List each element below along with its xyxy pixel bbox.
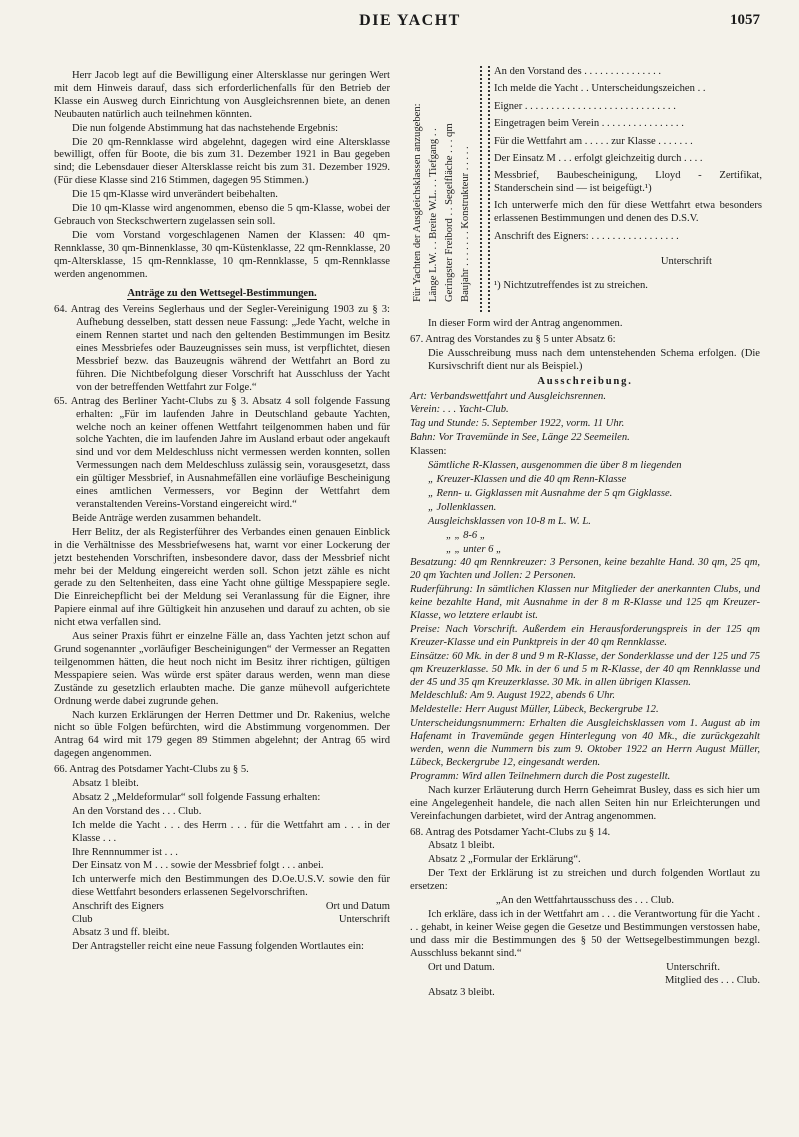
form-signature: Unterschrift [660,255,712,267]
paragraph: Absatz 2 „Formular der Erklärung“. [428,854,581,866]
motion-65: 65. Antrag des Berliner Yacht-Clubs zu § 3. Absatz 4 soll folgende Fassung erhalten: „Für im laufenden Jahre in Deutschland gebaute Yachten, welche noch an keiner offenen Wettfahrt teilgenommen haben und für solche Yachten, die im laufenden Jahre im Ausland erbaut oder angekauft sind und vor dem Meldeschluss nicht vermessen werden konnten, sollen Vermessungen nach dem Meldeschluss zulässig sein, vorausgesetzt, dass ein gültiger Messbrief, in Ausnahmefällen eine vorläufige Bescheinigung eines amtlichen Vermessers, vor Beginn der Wettfahrt dem veranstaltenden Vereins-Vorstand eingereicht wird.“ [54,395,390,510]
page-header [60,12,760,38]
announcement-field: Meldeschluß: Am 9. August 1922, abends 6 Uhr. [410,690,615,702]
form-line: Ich unterwerfe mich den für diese Wettfahrt etwa besonders erlassenen Bestimmungen und denen des D.S.V. [494,200,762,225]
announcement-field: Meldestelle: Herr August Müller, Lübeck, Beckergrube 12. [410,704,659,716]
class-entry: Ausgleichsklassen von 10-8 m L. W. L. [428,515,591,527]
announcement-field: Bahn: Vor Travemünde in See, Länge 22 Seemeilen. [410,432,630,444]
vertical-label-4: Baujahr . . . . . . . Konstrukteur . . . . . [460,146,471,302]
paragraph: Absatz 2 „Meldeformular“ soll folgende Fassung erhalten: [72,791,321,803]
paragraph: Der Text der Erklärung ist zu streichen und durch folgenden Wortlaut zu ersetzen: [410,868,760,893]
signature-label: Unterschrift. [666,961,720,973]
class-entry: „ Kreuzer-Klassen und die 40 qm Renn-Klasse [428,473,627,485]
form-line: Ich melde die Yacht . . Unterscheidungszeichen . . [494,83,706,95]
signature-label: Mitglied des . . . Club. [664,974,760,986]
form-text: Ihre Rennnummer ist . . . [72,846,178,858]
paragraph: Die vom Vorstand vorgeschlagenen Namen der Klassen: 40 qm-Rennklasse, 30 qm-Binnenklasse, 30 qm-Küstenklasse, 22 qm-Rennklasse, 20 qm-Altersklasse, 15 qm-Rennklasse, 10 qm-Rennklasse, 5 qm-Rennklasse werden angenommen. [54,229,390,280]
class-entry: „ „ 8-6 „ [446,529,486,541]
form-line: Eingetragen beim Verein . . . . . . . . . . . . . . . . [494,118,684,130]
form-text: An den Vorstand des . . . Club. [72,805,202,817]
signature-label: Ort und Datum [325,901,390,913]
signature-label: Ort und Datum. [428,961,495,973]
paragraph: In dieser Form wird der Antrag angenommen. [428,318,623,329]
paragraph: Absatz 3 und ff. bleibt. [72,927,170,938]
paragraph: Die 20 qm-Rennklasse wird abgelehnt, dagegen wird eine Altersklasse bewilligt, offen für Boote, die bis zum 31. Dezember 1921 in Bau gegeben sind; die Lebensdauer dieser Altersklasse reicht bis zum 31. Dezember 1929. (Für diese Klasse sind 216 Stimmen, dagegen 95 Stimmen.) [54,136,390,187]
paragraph: Herr Belitz, der als Registerführer des Verbandes einen genauen Einblick in die Verhältnisse des Messbriefwesens hat, warnt vor einer Lockerung der jetzt bestehenden Vorschriften, insbesondere davor, dass der Messbrief nicht mehr bei der Meldung eingereicht werden soll. Schon jetzt zähle es nicht gerade zu den Seltenheiten, dass eine Yacht ohne gültige Messpapiere segle. Die Einreichepflicht bei der Meldung sei Veranlassung für die Eigner, ihre Papiere einmal auf ihre Gültigkeit hin anzusehen und darauf zu achten, ob sie nicht etwa verfallen sind. [54,526,390,629]
vertical-label-2: Länge L.W. . . Breite W.L. . . Tiefgang . . [428,128,439,302]
vertical-label-1: Für Yachten der Ausgleichsklassen anzugeben: [412,103,423,302]
announcement-field: Verein: . . . Yacht-Club. [410,404,509,416]
paragraph: Die nun folgende Abstimmung hat das nachstehende Ergebnis: [72,122,339,134]
paragraph: Absatz 3 bleibt. [428,987,495,999]
class-entry: „ „ unter 6 „ [446,543,502,555]
signature-label: Unterschrift [338,914,390,926]
journal-title: DIE YACHT [359,12,461,29]
announcement-field: Preise: Nach Vorschrift. Außerdem ein Herausforderungspreis in der 125 qm Kreuzer-Klasse und ein Punktpreis in der 40 qm Rennklasse. [410,623,760,648]
paragraph: Aus seiner Praxis führt er einzelne Fälle an, dass Yachten jetzt schon auf Grund sogenannter „vorläufiger Bescheinigungen“ der Vermesser an Regatten teilgenommen hätten, die heut noch nicht im Besitz ihrer richtigen, gültigen Messpapiere seien. Was würde erst später daraus werden, wenn man diese Zustände zu gesetzlich erlaubten mache. Die ganze mühevoll aufgerichtete Ordnung werde dabei zugrunde gehen. [54,631,390,707]
page-number: 1057 [730,12,760,28]
motion-67: 67. Antrag des Vorstandes zu § 5 unter Absatz 6: [410,333,616,345]
paragraph: Die 10 qm-Klasse wird angenommen, ebenso die 5 qm-Klasse, wobei der Gebrauch von Steckschwertern zugelassen sein soll. [54,203,390,227]
form-text: Ich melde die Yacht . . . des Herrn . . . für die Wettfahrt am . . . in der Klasse . . . [72,819,390,844]
form-line: Messbrief, Baubescheinigung, Lloyd - Zertifikat, Standerschein sind — ist beigefügt.¹) [494,170,762,195]
paragraph: Absatz 1 bleibt. [72,778,139,790]
motion-68: 68. Antrag des Potsdamer Yacht-Clubs zu § 14. [410,826,611,838]
motion-64: 64. Antrag des Vereins Seglerhaus und der Segler-Vereinigung 1903 zu § 3: Aufhebung desselben, statt dessen neue Fassung: „Jede Yacht, welche in einem Rennen startet und nach den geltenden Bestimmungen im Besitz eines Messbriefes oder Bauzeugnisses sein muss, ist verpflichtet, diesen Messbrief bezw. das Bauzeugnis während der Wettfahrt an Bord zu führen. Die Nichtbefolgung dieser Vorschrift hat Ausschluss der Yacht von der betreffenden Wettfahrt zur Folge.“ [54,304,390,393]
form-text: Ich erkläre, dass ich in der Wettfahrt am . . . die Verantwortung für die Yacht . . . gehabt, in keiner Weise gegen die Gesetze und Bestimmungen verstossen habe, und dass mir die Bestimmungen des § 50 der Wettsegelbestimmungen bezgl. Ausschluss bekannt sind.“ [410,908,760,959]
signature-row [54,914,390,927]
left-column [54,70,390,955]
paragraph: Nach kurzen Erklärungen der Herren Dettmer und Dr. Rakenius, welche nicht so üble Folgen befürchten, wird die Abstimmung vorgenommen. Der Antrag 64 wird mit 179 gegen 89 Stimmen abgelehnt; der Antrag 65 wird dagegen angenommen. [54,709,390,760]
paragraph: Herr Jacob legt auf die Bewilligung einer Altersklasse nur geringen Wert mit dem Hinweis darauf, dass sich erforderlichenfalls für den Betrieb der Klasse ein Ausweg durch Einrichtung von Ausgleichsrennen biete, an denen Neubauten natürlich auch teilnehmen könnten. [54,70,390,120]
signature-row [410,975,760,988]
section-heading: Ausschreibung. [537,375,633,387]
paragraph: Die 15 qm-Klasse wird unverändert beibehalten. [72,189,278,201]
announcement-field: Tag und Stunde: 5. September 1922, vorm. 11 Uhr. [410,418,625,430]
right-column [410,318,760,1001]
signature-label: Anschrift des Eigners [72,901,164,913]
form-line: An den Vorstand des . . . . . . . . . . . . . . . [494,66,662,77]
form-lines [494,64,762,296]
form-footnote: ¹) Nichtzutreffendes ist zu streichen. [494,280,648,292]
announcement-field: Einsätze: 60 Mk. in der 8 und 9 m R-Klasse, der Sonderklasse und der 125 und 75 qm Kreuzerklasse. 50 Mk. in der 6 und 5 m R-Klasse, der 40 qm Rennklasse und der 45 und 35 qm Kreuzerklasse. 30 Mk. in allen übrigen Klassen. [410,650,760,688]
class-entry: „ Jollenklassen. [428,501,497,513]
paragraph: Der Antragsteller reicht eine neue Fassung folgenden Wortlautes ein: [72,940,364,952]
class-entry: Sämtliche R-Klassen, ausgenommen die über 8 m liegenden [428,460,682,472]
form-text: Ich unterwerfe mich den Bestimmungen des D.Oe.U.S.V. sowie den für diese Wettfahrt besonders erlassenen Segelvorschriften. [72,874,390,899]
signature-label: Club [72,914,93,926]
form-text: „An den Wettfahrtausschuss des . . . Club. [495,895,675,907]
class-entry: „ Renn- u. Gigklassen mit Ausnahme der 5 qm Gigklasse. [428,487,673,499]
section-heading: Anträge zu den Wettsegel-Bestimmungen. [127,287,317,299]
vertical-label-area [412,62,484,314]
form-line: Anschrift des Eigners: . . . . . . . . . . . . . . . . . [494,231,679,243]
paragraph: Beide Anträge werden zusammen behandelt. [72,512,262,524]
vertical-label-3: Geringster Freibord . . Segelfläche . . . qm [444,123,455,302]
paragraph: Nach kurzer Erläuterung durch Herrn Geheimrat Busley, dass es sich hier um eine Angelegenheit handele, die nach allen Seiten hin nur Erleichterungen und Vereinfachungen darbietet, wird der Antrag angenommen. [410,784,760,822]
announcement-field: Art: Verbandswettfahrt und Ausgleichsrennen. [410,390,606,402]
registration-form-box [412,62,762,314]
announcement-field: Ruderführung: In sämtlichen Klassen nur Mitglieder der anerkannten Clubs, und keine bezahlte Hand, mit Ausnahme in der 8 m R-Klasse und 125 qm Kreuzer-Klasse, wo letztere erlaubt ist. [410,584,760,622]
form-line: Eigner . . . . . . . . . . . . . . . . . . . . . . . . . . . . . [494,100,676,112]
form-line: Der Einsatz M . . . erfolgt gleichzeitig durch . . . . [494,153,703,165]
dotted-divider [488,66,490,312]
paragraph: Absatz 1 bleibt. [428,840,495,852]
announcement-field: Klassen: [410,446,447,458]
announcement-field: Unterscheidungsnummern: Erhalten die Ausgleichsklassen vom 1. August ab im Hafenamt in Travemünde gegen Hinterlegung von 40 Mk., die zurückgezahlt werden, wenn die Nummern bis zum 9. Oktober 1922 an Herrn August Müller, Lübeck, Beckergrube 12, eingesandt werden. [410,718,760,768]
paragraph: Die Ausschreibung muss nach dem untenstehenden Schema erfolgen. (Die Kursivschrift dient nur als Beispiel.) [428,347,760,372]
signature-row [410,962,760,975]
dotted-divider [480,66,482,312]
announcement-field: Programm: Wird allen Teilnehmern durch die Post zugestellt. [410,770,671,782]
signature-row [54,901,390,914]
announcement-field: Besatzung: 40 qm Rennkreuzer: 3 Personen, keine bezahlte Hand. 30 qm, 25 qm, 20 qm Yachten und Jollen: 2 Personen. [410,557,760,582]
form-text: Der Einsatz von M . . . sowie der Messbrief folgt . . . anbei. [72,860,324,872]
motion-66: 66. Antrag des Potsdamer Yacht-Clubs zu § 5. [54,764,249,776]
form-line: Für die Wettfahrt am . . . . . zur Klasse . . . . . . . [494,135,693,147]
